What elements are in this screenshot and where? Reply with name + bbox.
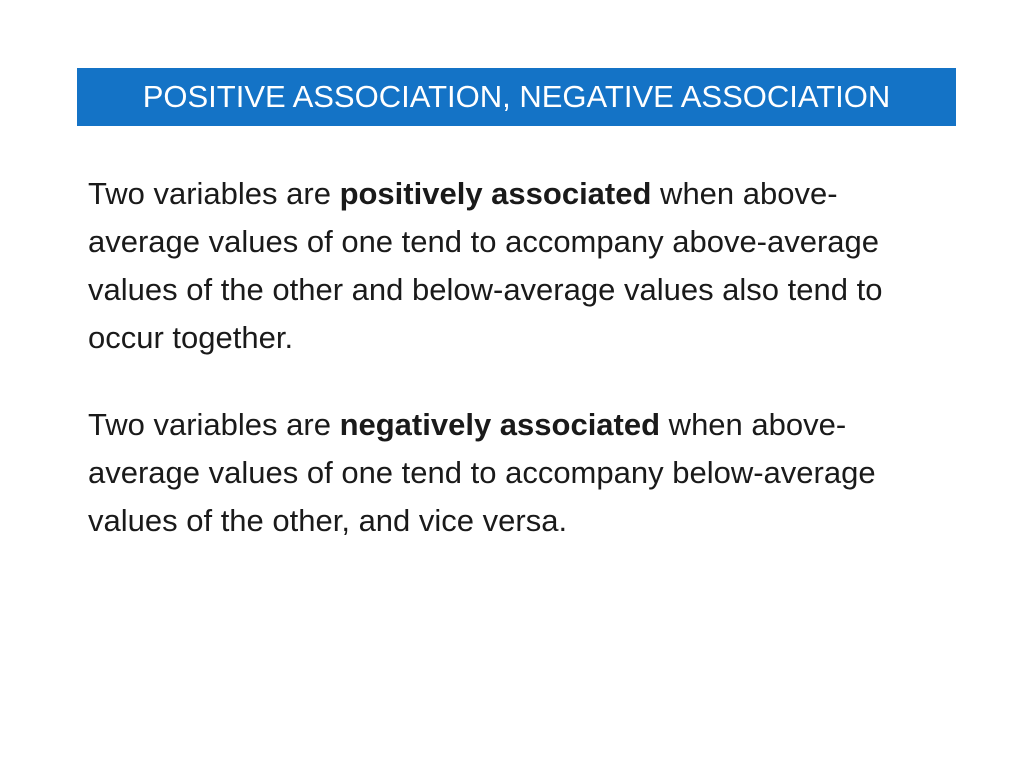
term-positively-associated: positively associated bbox=[339, 176, 652, 211]
definition-negative-lead: Two variables are bbox=[88, 407, 340, 442]
term-negatively-associated: negatively associated bbox=[339, 407, 661, 442]
definition-negative bbox=[88, 401, 938, 545]
slide-title-bar bbox=[77, 68, 956, 126]
slide-title: POSITIVE ASSOCIATION, NEGATIVE ASSOCIATION bbox=[142, 79, 891, 114]
slide-body bbox=[88, 170, 938, 545]
definition-positive bbox=[88, 170, 938, 362]
definition-positive-text: when above-average values of one tend to accompany above-average values of the other and below-average values also tend to occur together. bbox=[88, 176, 883, 355]
definition-negative-text: when above-average values of one tend to accompany below-average values of the other, and vice versa. bbox=[88, 407, 876, 538]
definition-positive-lead: Two variables are bbox=[88, 176, 340, 211]
